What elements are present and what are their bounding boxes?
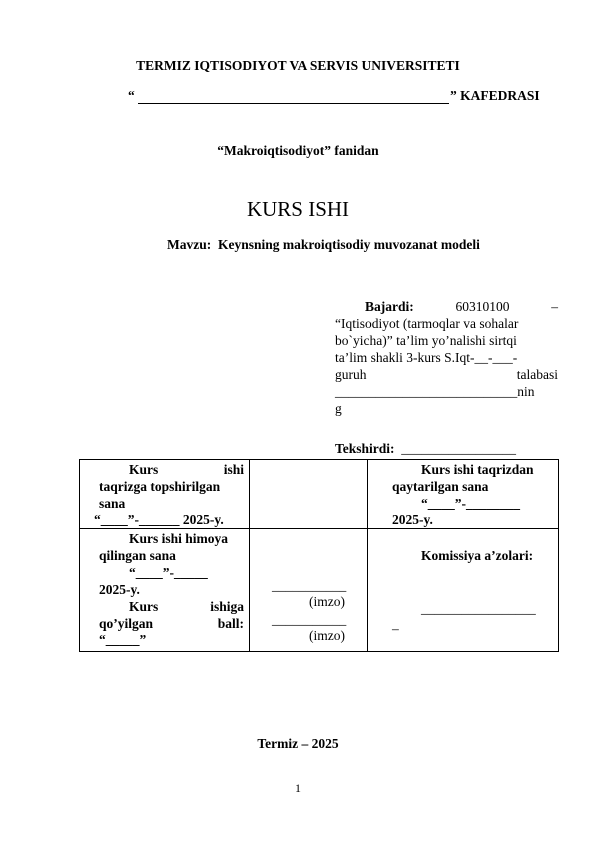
signature-line-1: ___________: [272, 578, 347, 593]
grade-ball-label: ball:: [217, 616, 244, 631]
topic-label: Mavzu:: [167, 237, 212, 252]
performer-code: 60310100: [455, 299, 510, 314]
table-border-top: [79, 459, 559, 460]
defended-year: 2025-y.: [99, 582, 140, 597]
table-border-right: [558, 459, 559, 651]
submitted-for-review-line-2: taqrizga topshirilgan: [99, 479, 221, 494]
commission-signature-line: _________________: [421, 601, 536, 616]
performer-student-label: talabasi: [516, 367, 558, 382]
page-number: 1: [295, 781, 301, 795]
performer-name-line: ___________________________nin: [335, 384, 535, 399]
table-border-middle: [79, 528, 559, 529]
grade-blank: “_____”: [99, 632, 147, 647]
reviewer-label: Tekshirdi:: [335, 441, 395, 456]
grade-qoyilgan-word: qo’yilgan: [99, 616, 154, 631]
grade-line-1: [99, 599, 244, 615]
performer-line-4: ta’lim shakli 3-kurs S.Iqt-__-___-: [335, 350, 518, 365]
performer-line-1: [335, 299, 558, 315]
submitted-for-review-line-1: [99, 462, 244, 478]
submitted-for-review-line-3: sana: [99, 496, 126, 511]
performer-label: Bajardi:: [365, 299, 414, 314]
commission-dash: –: [392, 621, 399, 636]
topic-value: Keynsning makroiqtisodiy muvozanat modeli: [218, 237, 480, 252]
returned-date-line: “____”-________: [421, 496, 520, 511]
subject-line: “Makroiqtisodiyot” fanidan: [217, 143, 379, 158]
performer-group-label: guruh: [335, 367, 367, 382]
performer-dash: –: [551, 299, 558, 314]
table-border-col1: [249, 459, 250, 651]
table-border-bottom: [79, 651, 559, 652]
returned-from-review-line-2: qaytarilgan sana: [392, 479, 489, 494]
city-year: Termiz – 2025: [257, 736, 339, 751]
university-title: TERMIZ IQTISODIYOT VA SERVIS UNIVERSITETI: [136, 58, 460, 73]
submitted-ishi-word: ishi: [223, 462, 244, 477]
submitted-date-line: “____”-______ 2025-y.: [94, 512, 224, 527]
performer-line-2: “Iqtisodiyot (tarmoqlar va sohalar: [335, 316, 519, 331]
grade-kurs-word: Kurs: [129, 599, 159, 614]
document-title: KURS ISHI: [246, 197, 350, 221]
table-border-col2: [367, 459, 368, 651]
signature-line-2: ___________: [272, 612, 347, 627]
returned-from-review-line-1: Kurs ishi taqrizdan: [421, 462, 534, 477]
returned-year: 2025-y.: [392, 512, 433, 527]
defended-date-line: “____”-_____: [129, 565, 208, 580]
signature-label-1: (imzo): [309, 594, 345, 609]
reviewer-blank: _________________: [401, 441, 517, 456]
reviewer-line: [335, 441, 516, 457]
signature-label-2: (imzo): [309, 628, 345, 643]
submitted-kurs-word: Kurs: [129, 462, 159, 477]
kafedra-open-quote: “: [128, 88, 135, 103]
table-border-left: [79, 459, 80, 651]
defended-line-2: qilingan sana: [99, 548, 176, 563]
kafedra-label: ” KAFEDRASI: [450, 88, 540, 103]
performer-line-5: [335, 367, 558, 383]
defended-line-1: Kurs ishi himoya: [129, 531, 229, 546]
grade-ishiga-word: ishiga: [210, 599, 244, 614]
commission-label: Komissiya a’zolari:: [421, 548, 534, 563]
kafedra-blank-line: [138, 103, 449, 104]
performer-line-7: g: [335, 401, 342, 416]
performer-line-3: bo`yicha)” ta’lim yo’nalishi sirtqi: [335, 333, 517, 348]
topic-line: [167, 237, 480, 253]
grade-line-2: [99, 616, 244, 632]
